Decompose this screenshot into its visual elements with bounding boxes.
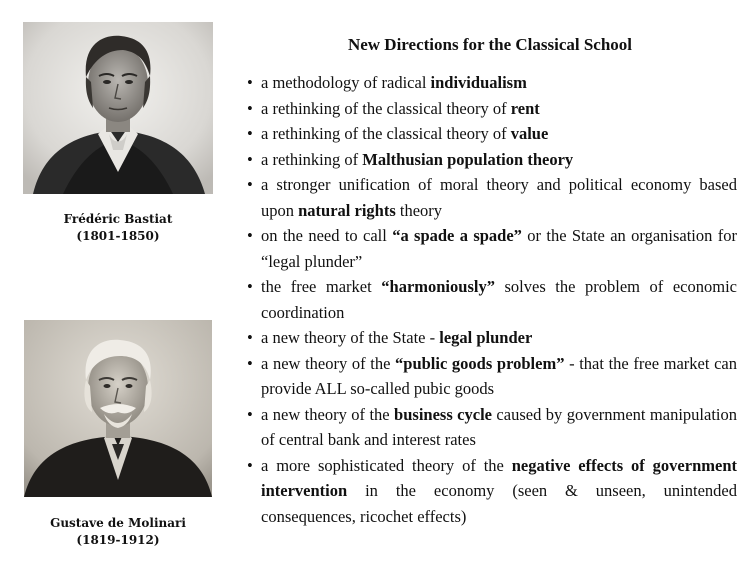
bullet-bold: “harmoniously” bbox=[381, 277, 495, 296]
molinari-name: Gustave de Molinari bbox=[50, 516, 186, 530]
bullet-text: a methodology of radical bbox=[261, 73, 431, 92]
bullet-bold: business cycle bbox=[394, 404, 492, 424]
bullet-bold: natural rights bbox=[298, 200, 396, 220]
bullet-text: on the need to call bbox=[261, 226, 393, 245]
bullet-bold: value bbox=[510, 124, 549, 143]
bullet-text: solves the problem of economic coordination bbox=[261, 277, 737, 322]
bullet-text: a rethinking of the classical theory of bbox=[261, 124, 511, 143]
molinari-years: (1819-1912) bbox=[76, 533, 160, 547]
bastiat-caption bbox=[23, 211, 213, 245]
bullet-text: a rethinking of the classical theory of bbox=[261, 98, 511, 118]
bullet-item bbox=[247, 351, 737, 402]
bastiat-portrait bbox=[23, 22, 213, 194]
bullet-item bbox=[247, 96, 737, 122]
bullet-bold: negative effects of government intervention bbox=[261, 455, 737, 500]
bullet-bold: individualism bbox=[430, 73, 527, 92]
bullet-bold: legal plunder bbox=[439, 328, 533, 347]
bullet-bold: Malthusian population theory bbox=[362, 149, 574, 169]
bullet-item bbox=[247, 325, 737, 351]
bullet-item bbox=[247, 402, 737, 453]
slide-title: New Directions for the Classical School bbox=[347, 35, 633, 54]
bullet-item bbox=[247, 121, 737, 147]
bullet-bold: rent bbox=[510, 98, 540, 118]
bullet-bold: “public goods problem” bbox=[395, 353, 565, 373]
bullet-text: a more sophisticated theory of the bbox=[261, 455, 512, 475]
bullet-text: the free market bbox=[261, 277, 382, 296]
bullet-text: or the State an organisation for “legal plunder” bbox=[261, 226, 737, 271]
bullet-item bbox=[247, 453, 737, 530]
bullet-text: a new theory of the bbox=[261, 404, 395, 424]
molinari-caption bbox=[24, 515, 212, 549]
bastiat-years: (1801-1850) bbox=[76, 229, 160, 243]
bullet-item bbox=[247, 70, 737, 96]
bullet-item bbox=[247, 223, 737, 274]
bullet-list bbox=[247, 70, 737, 529]
bullet-text: - that the free market can provide ALL so-called pubic goods bbox=[261, 353, 737, 398]
bullet-text: in the economy (seen & unseen, unintended consequences, ricochet effects) bbox=[261, 481, 737, 526]
bullet-text: a rethinking of bbox=[261, 149, 363, 169]
bullet-text: a stronger unification of moral theory and political economy based upon bbox=[261, 175, 737, 220]
bullet-text: a new theory of the bbox=[261, 353, 396, 373]
bullet-text: theory bbox=[395, 200, 443, 220]
molinari-portrait bbox=[24, 320, 212, 497]
bullet-bold: “a spade a spade” bbox=[392, 226, 522, 245]
bullet-item bbox=[247, 172, 737, 223]
bastiat-name: Frédéric Bastiat bbox=[63, 212, 173, 226]
bullet-text: a new theory of the State - bbox=[261, 328, 440, 347]
bullet-item bbox=[247, 274, 737, 325]
bullet-item bbox=[247, 147, 737, 173]
bullet-text: caused by government manipulation of central bank and interest rates bbox=[261, 404, 738, 449]
